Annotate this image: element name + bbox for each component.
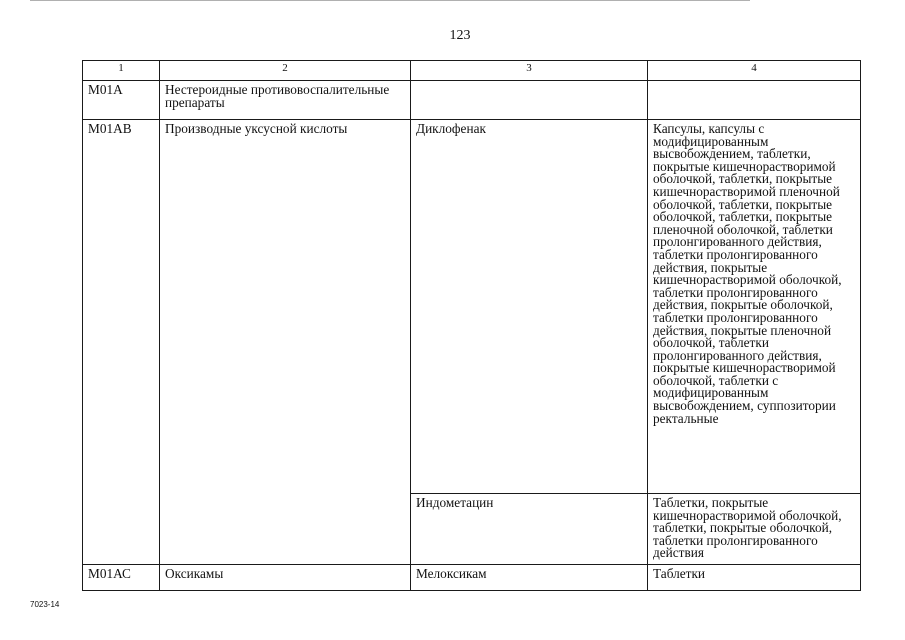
drug-name-cell: Мелоксикам — [411, 565, 648, 591]
group-name-cell: Производные уксусной кислоты — [160, 120, 411, 565]
drug-name-cell — [411, 81, 648, 120]
drug-name-cell: Диклофенак — [411, 120, 648, 494]
dosage-forms-cell — [648, 81, 861, 120]
drug-name-cell: Индометацин — [411, 494, 648, 565]
group-name-cell: Оксикамы — [160, 565, 411, 591]
footer-form-code: 7023-14 — [30, 600, 60, 609]
header-cell-1: 1 — [83, 61, 160, 81]
dosage-forms-cell: Таблетки — [648, 565, 861, 591]
atc-code-cell: М01АВ — [83, 120, 160, 565]
table-row — [83, 565, 861, 591]
header-cell-2: 2 — [160, 61, 411, 81]
atc-code-cell: М01АС — [83, 565, 160, 591]
header-cell-3: 3 — [411, 61, 648, 81]
top-scan-line — [30, 0, 750, 1]
table-row — [83, 120, 861, 494]
table-header-row — [83, 61, 861, 81]
table-row — [83, 81, 861, 120]
group-name-cell: Нестероидные противовоспалительные препараты — [160, 81, 411, 120]
dosage-forms-cell: Таблетки, покрытые кишечнорастворимой оболочкой, таблетки, покрытые оболочкой, таблетки пролонгированного действия — [648, 494, 861, 565]
header-cell-4: 4 — [648, 61, 861, 81]
page-number: 123 — [449, 28, 471, 43]
dosage-forms-cell: Капсулы, капсулы с модифицированным высвобождением, таблетки, покрытые кишечнорастворимой оболочкой, таблетки, покрытые кишечнорастворимой пленочной оболочкой, таблетки, покрытые оболочкой, таблетки, покрытые пленочной оболочкой, таблетки пролонгированного действия, таблетки пролонгированного действия, покрытые кишечнорастворимой оболочкой, таблетки пролонгированного действия, покрытые оболочкой, таблетки пролонгированного действия, покрытые пленочной оболочкой, таблетки пролонгированного действия, покрытые кишечнорастворимой оболочкой, таблетки с модифицированным высвобождением, суппозитории ректальные — [648, 120, 861, 494]
drug-table — [82, 60, 861, 591]
atc-code-cell: М01А — [83, 81, 160, 120]
